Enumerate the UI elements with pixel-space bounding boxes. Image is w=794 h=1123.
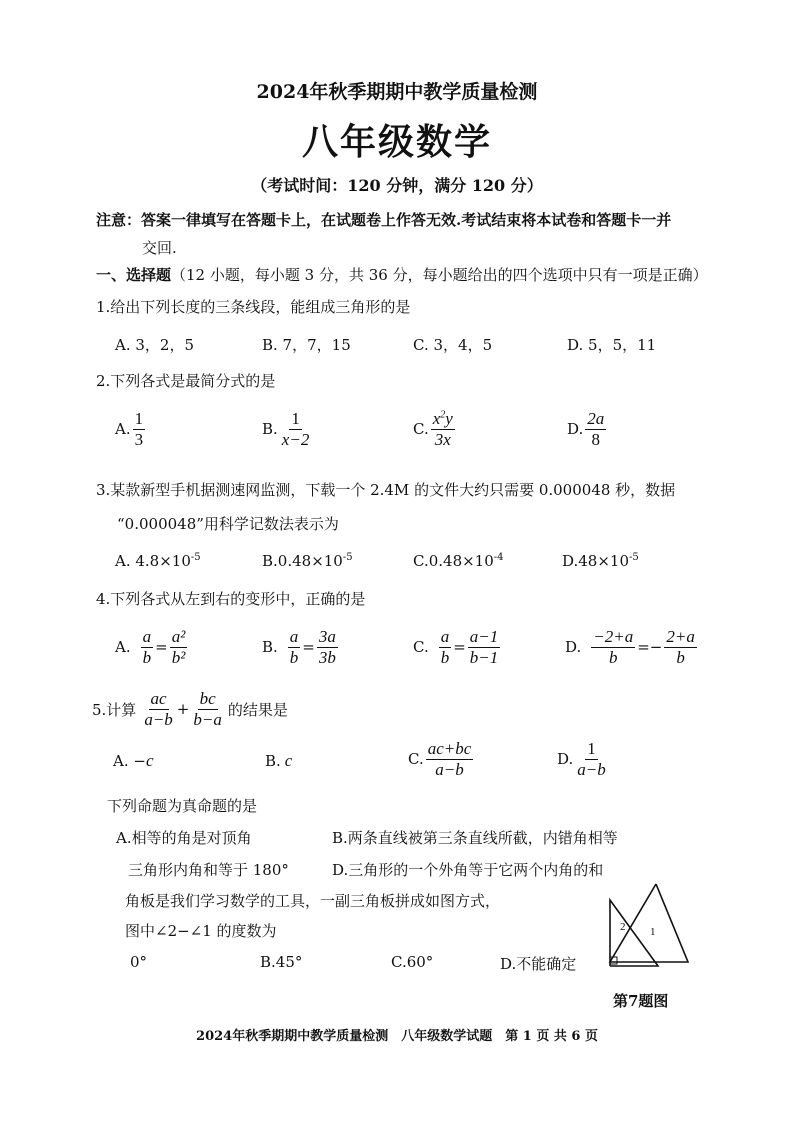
q5-f1-den: a−b xyxy=(144,709,173,729)
q5-plus: + xyxy=(176,700,190,719)
q2-option-b xyxy=(262,410,313,449)
q5-d-label: D. xyxy=(557,750,574,769)
q2-c-num-base: x xyxy=(432,409,441,428)
q4-d-rhs-den: b xyxy=(676,647,685,667)
q2-option-d xyxy=(567,410,608,449)
q6-option-a: A.相等的角是对顶角 xyxy=(116,829,252,847)
q2-option-c xyxy=(413,410,457,449)
q4-a-rhs-num: a² xyxy=(171,627,186,646)
q5-option-c xyxy=(408,740,475,779)
q5-b-label: B. xyxy=(265,752,281,770)
q2-d-fraction xyxy=(585,410,606,449)
q4-c-label: C. xyxy=(413,638,429,657)
q5-c-den: a−b xyxy=(435,759,464,779)
q2-c-fraction xyxy=(431,410,455,449)
q5-fraction-1 xyxy=(142,690,174,729)
q6-option-b: B.两条直线被第三条直线所截，内错角相等 xyxy=(332,829,618,847)
page-title: 八年级数学 xyxy=(301,121,492,163)
exam-time-info: （考试时间：120 分钟，满分 120 分） xyxy=(251,176,543,195)
q4-a-lhs xyxy=(141,628,154,667)
q4-b-rhs xyxy=(317,628,338,667)
q4-d-eq: =− xyxy=(637,638,663,657)
q4-option-a xyxy=(115,628,189,667)
q5-prefix: 5.计算 xyxy=(92,700,137,719)
q2-a-fraction xyxy=(133,410,146,449)
q3-b-exp: -5 xyxy=(342,552,353,563)
q4-d-rhs xyxy=(664,628,696,667)
q7-option-d: D.不能确定 xyxy=(500,955,577,973)
q6-stem: 下列命题为真命题的是 xyxy=(107,797,258,815)
q4-c-lhs-den: b xyxy=(440,647,450,667)
q4-a-rhs xyxy=(170,628,188,667)
q3-d-base: D.48×10 xyxy=(562,552,630,570)
q4-b-rhs-num: 3a xyxy=(318,627,336,646)
angle-2-label: 2 xyxy=(620,921,626,933)
q2-c-num-exp: 2 xyxy=(440,409,446,421)
q5-suffix: 的结果是 xyxy=(227,700,288,719)
q3-d-exp: -5 xyxy=(629,552,639,563)
q3-a-base: A. 4.8×10 xyxy=(115,552,191,570)
q7-option-b: B.45° xyxy=(260,953,303,971)
q5-f2-den: b−a xyxy=(193,709,222,729)
q2-a-label: A. xyxy=(115,420,131,439)
q3-a-exp: -5 xyxy=(190,552,201,563)
q7-option-c: C.60° xyxy=(391,953,434,971)
q4-option-b xyxy=(262,628,340,667)
page-footer: 2024年秋季期期中教学质量检测 八年级数学试题 第 1 页 共 6 页 xyxy=(196,1029,598,1044)
q7-stem-line-1: 角板是我们学习数学的工具，一副三角板拼成如图方式， xyxy=(125,892,501,910)
q5-a-label: A. − xyxy=(113,752,146,770)
q4-c-lhs-num: a xyxy=(440,627,450,646)
q5-a-var: c xyxy=(145,751,154,770)
q4-c-rhs xyxy=(468,628,500,667)
q2-b-den: x−2 xyxy=(281,429,310,449)
notice-line-1: 注意：答案一律填写在答题卡上，在试题卷上作答无效.考试结束将本试卷和答题卡一并 xyxy=(96,211,672,229)
q4-a-label: A. xyxy=(115,638,131,657)
q5-fraction-2 xyxy=(191,690,223,729)
q3-option-b xyxy=(262,552,353,570)
q4-b-eq: = xyxy=(302,638,315,657)
q4-a-lhs-den: b xyxy=(142,647,152,667)
q4-b-label: B. xyxy=(262,638,278,657)
q2-d-den: 8 xyxy=(591,429,601,449)
q2-c-num xyxy=(431,410,455,430)
q3-b-base: B.0.48×10 xyxy=(262,552,343,570)
q3-c-exp: -4 xyxy=(493,552,504,563)
q4-c-rhs-num: a−1 xyxy=(469,627,499,646)
section-heading-desc: （12 小题，每小题 3 分，共 36 分，每小题给出的四个选项中只有一项是正确） xyxy=(171,266,708,284)
q2-a-den: 3 xyxy=(134,429,144,449)
q4-d-lhs xyxy=(591,628,635,667)
q5-f2-num: bc xyxy=(199,689,216,708)
q5-c-label: C. xyxy=(408,750,424,769)
q4-d-lhs-den: b xyxy=(608,647,618,667)
q4-b-rhs-den: 3b xyxy=(318,647,336,667)
q2-c-label: C. xyxy=(413,420,429,439)
q2-d-num: 2a xyxy=(587,409,605,428)
q7-stem-line-2: 图中∠2−∠1 的度数为 xyxy=(125,922,277,940)
q2-c-den: 3x xyxy=(434,429,451,449)
q4-b-lhs-den: b xyxy=(289,647,299,667)
q1-stem: 1.给出下列长度的三条线段，能组成三角形的是 xyxy=(96,298,411,316)
q2-b-fraction xyxy=(280,410,312,449)
q2-option-a xyxy=(115,410,147,449)
q4-a-eq: = xyxy=(155,638,168,657)
q3-c-base: C.0.48×10 xyxy=(413,552,494,570)
q5-c-num: ac+bc xyxy=(427,739,472,758)
q5-b-var: c xyxy=(284,751,293,770)
q1-option-c: C. 3，4，5 xyxy=(413,336,493,354)
q2-b-num: 1 xyxy=(291,409,300,428)
q5-stem xyxy=(92,690,288,729)
q6-option-d: D.三角形的一个外角等于它两个内角的和 xyxy=(332,861,604,879)
q4-c-eq: = xyxy=(453,638,466,657)
angle-1-label: 1 xyxy=(650,926,656,938)
q1-option-a: A. 3，2，5 xyxy=(115,336,194,354)
q5-option-d xyxy=(557,740,610,779)
q4-a-lhs-num: a xyxy=(142,627,152,646)
q2-stem: 2.下列各式是最简分式的是 xyxy=(96,372,276,390)
q4-b-lhs-num: a xyxy=(289,627,299,646)
q3-option-c xyxy=(413,552,504,570)
q4-option-c xyxy=(413,628,502,667)
q5-d-num: 1 xyxy=(587,739,596,758)
q1-option-d: D. 5，5，11 xyxy=(567,336,657,354)
q3-stem-line-2: “0.000048”用科学记数法表示为 xyxy=(117,515,339,533)
notice-line-2: 交回. xyxy=(142,239,177,257)
section-heading-label: 一、选择题 xyxy=(96,266,172,284)
q3-option-a xyxy=(115,552,201,570)
q4-d-label: D. xyxy=(565,638,582,657)
q4-a-rhs-den: b² xyxy=(171,647,186,667)
q5-f1-num: ac xyxy=(150,689,167,708)
q4-d-lhs-num: −2+a xyxy=(593,627,634,646)
q2-a-num: 1 xyxy=(134,409,144,428)
q1-option-b: B. 7，7，15 xyxy=(262,336,351,354)
q5-option-b xyxy=(265,751,292,771)
q2-d-label: D. xyxy=(567,420,584,439)
q4-d-rhs-num: 2+a xyxy=(666,627,695,646)
q4-c-lhs xyxy=(439,628,452,667)
q4-option-d xyxy=(565,628,699,667)
q2-c-num-tail: y xyxy=(445,409,453,428)
q4-stem: 4.下列各式从左到右的变形中，正确的是 xyxy=(96,590,366,608)
exam-name: 2024年秋季期期中教学质量检测 xyxy=(256,81,538,103)
q5-c-fraction xyxy=(426,740,474,779)
q5-d-den: a−b xyxy=(577,759,606,779)
q3-stem-line-1: 3.某款新型手机据测速网监测，下载一个 2.4M 的文件大约只需要 0.000048 秒，数据 xyxy=(96,481,676,499)
q4-c-rhs-den: b−1 xyxy=(469,647,499,667)
q3-option-d xyxy=(562,552,639,570)
q7-figure xyxy=(598,878,698,970)
q2-b-label: B. xyxy=(262,420,278,439)
q6-option-c: 三角形内角和等于 180° xyxy=(128,861,289,879)
section-heading xyxy=(96,264,708,285)
q5-option-a xyxy=(113,751,153,771)
q5-d-fraction xyxy=(575,740,607,779)
q7-figure-caption: 第7题图 xyxy=(613,992,669,1010)
q4-b-lhs xyxy=(288,628,301,667)
q7-option-a: 0° xyxy=(130,953,148,971)
